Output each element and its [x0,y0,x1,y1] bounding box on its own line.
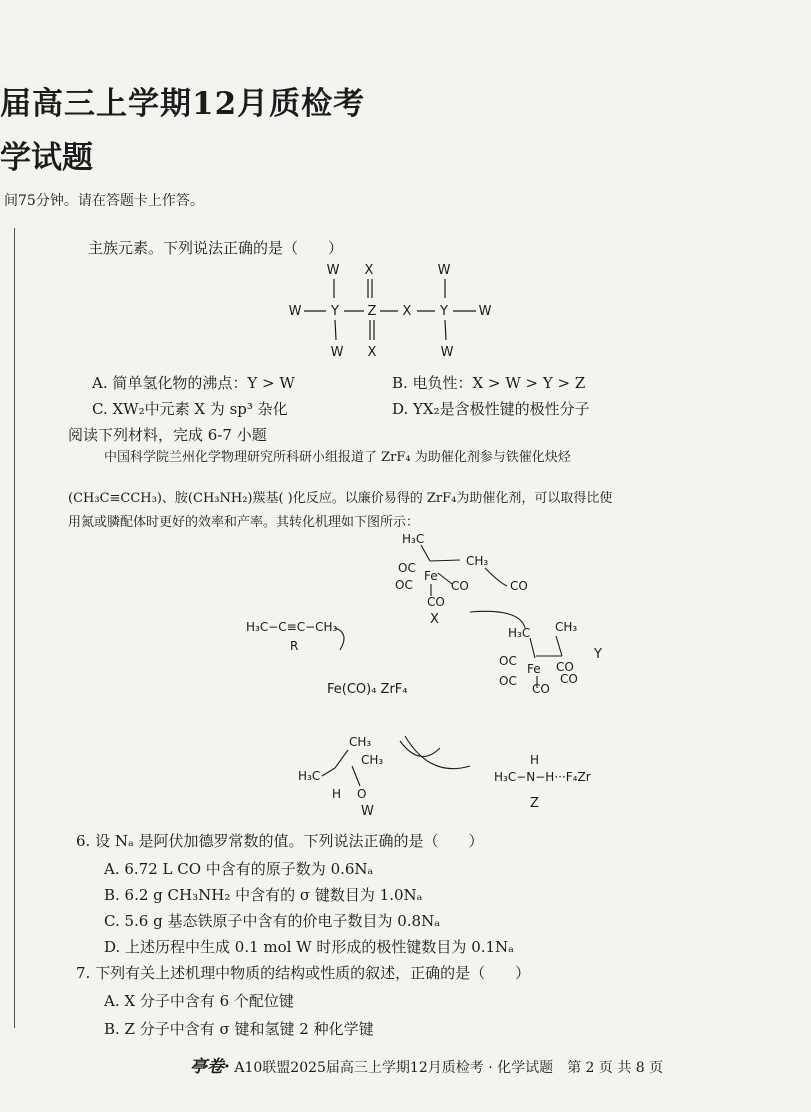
q6-option-d: D. 上述历程中生成 0.1 mol W 时形成的极性键数目为 0.1Nₐ [104,938,514,956]
label-w: W [361,804,374,818]
catalyst: Fe(CO)₄ ZrF₄ [327,682,408,697]
q7-stem: 7. 下列有关上述机理中物质的结构或性质的叙述，正确的是（ ） [76,964,531,982]
y-co-3: CO [532,682,550,696]
label-y: Y [594,647,602,662]
reading-intro: 阅读下列材料，完成 6-7 小题 [68,426,267,444]
atom: Y [331,304,339,319]
w-h: H [332,787,342,801]
atom: W [288,304,302,319]
label-z: Z [530,796,539,811]
q5-option-a: A. 简单氢化物的沸点：Y > W [92,374,295,392]
q6-option-c: C. 5.6 g 基态铁原子中含有的价电子数目为 0.8Nₐ [104,912,441,930]
atom: X [364,263,374,278]
q5-option-b: B. 电负性：X > W > Y > Z [392,374,586,392]
atom: X [367,345,377,360]
atom: W [478,304,492,319]
y-ch3: CH₃ [555,620,578,634]
reading-para-line2: (CH₃C≡CCH₃)、胺(CH₃NH₂)羰基( )化反应。以廉价易得的 ZrF₄为助催化剂，可以取得比使 [68,491,613,506]
atom: Y [440,304,448,319]
q5-structure-diagram [280,258,510,366]
atom: X [402,304,412,319]
x-oc-2: OC [395,578,413,592]
x-ch3-left: H₃C [402,532,425,546]
y-h3c: H₃C [508,626,531,640]
x-fe: Fe [424,569,438,583]
q7-option-a: A. X 分子中含有 6 个配位键 [104,992,294,1010]
w-ch3-right: CH₃ [361,753,384,767]
reading-para-line3: 用氮或膦配体时更好的效率和产率。其转化机理如下图所示： [68,515,420,530]
alkyne: H₃C−C≡C−CH₃ [246,620,338,634]
z-h: H [530,753,540,767]
x-oc-1: OC [398,561,416,575]
atom: W [437,263,451,278]
exam-note: 间75分钟。请在答题卡上作答。 [4,193,204,209]
q6-stem: 6. 设 Nₐ 是阿伏加德罗常数的值。下列说法正确的是（ ） [76,832,484,850]
y-co-2: CO [560,672,578,686]
exam-title: 届高三上学期12月质检考 [0,86,366,122]
y-co-1: CO [556,660,574,674]
atom: W [330,345,344,360]
atom: Z [367,304,377,319]
alkyne-r: R [290,639,299,653]
page-footer [190,1052,663,1077]
footer-brand-mark: 亭卷· [190,1057,230,1077]
w-o: O [357,787,367,801]
z-formula: H₃C−N−H···F₄Zr [494,770,591,784]
q6-option-b: B. 6.2 g CH₃NH₂ 中含有的 σ 键数目为 1.0Nₐ [104,886,423,904]
y-fe: Fe [527,662,541,676]
y-oc-2: OC [499,674,517,688]
w-ch3: CH₃ [349,735,372,749]
released-co: CO [510,579,528,593]
atom: W [440,345,454,360]
q6-option-a: A. 6.72 L CO 中含有的原子数为 0.6Nₐ [104,860,374,878]
reading-para-line1: 中国科学院兰州化学物理研究所科研小组报道了 ZrF₄ 为助催化剂参与铁催化炔烃 [104,450,571,465]
mechanism-diagram [0,528,811,818]
x-ch3-right: CH₃ [466,554,489,568]
footer-text: A10联盟2025届高三上学期12月质检考 · 化学试题 第 2 页 共 8 页 [234,1060,664,1076]
y-oc-1: OC [499,654,517,668]
x-co-1: CO [451,579,469,593]
x-co-2: CO [427,595,445,609]
q7-option-b: B. Z 分子中含有 σ 键和氢键 2 种化学键 [104,1020,374,1038]
atom: W [326,263,340,278]
w-h3c: H₃C [298,769,321,783]
subject-title: 学试题 [0,140,93,176]
q5-option-c: C. XW₂中元素 X 为 sp³ 杂化 [92,400,288,418]
q5-option-d: D. YX₂是含极性键的极性分子 [392,400,590,418]
label-x: X [430,612,439,627]
q5-stem: 主族元素。下列说法正确的是（ ） [88,239,344,257]
